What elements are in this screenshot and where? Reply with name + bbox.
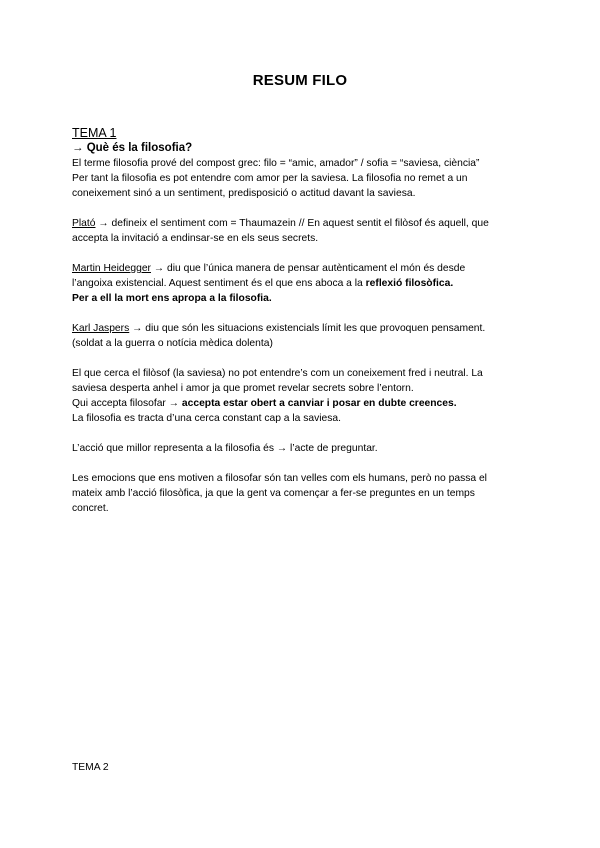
paragraph-jaspers (72, 321, 532, 351)
paragraph-wisdom (72, 366, 532, 426)
etymology-line-1: El terme filosofia prové del compost grec: filo = “amic, amador” / sofia = “saviesa, ciència” (72, 158, 480, 169)
plato-line-1: → defineix el sentiment com = Thaumazein // En aquest sentit el filòsof és aquell, que (95, 218, 489, 229)
section-heading-tema1: TEMA 1 (72, 126, 117, 140)
etymology-line-2: Per tant la filosofia es pot entendre com amor per la saviesa. La filosofia no remet a un (72, 173, 468, 184)
paragraph-emotions (72, 471, 532, 516)
question-heading: → Què és la filosofia? (72, 142, 193, 154)
wisdom-line-4: La filosofia es tracta d’una cerca constant cap a la saviesa. (72, 413, 342, 424)
etymology-line-3: coneixement sinó a un sentiment, predisposició o actitud davant la saviesa. (72, 188, 416, 199)
wisdom-line-3-bold: accepta estar obert a canviar i posar en dubte creences. (181, 398, 457, 409)
emotions-line-3: concret. (72, 503, 109, 514)
jaspers-name: Karl Jaspers (72, 323, 130, 334)
wisdom-line-3: Qui accepta filosofar → (72, 398, 182, 409)
paragraph-plato (72, 216, 532, 246)
heidegger-name: Martin Heidegger (72, 263, 151, 274)
heidegger-line-2: l’angoixa existencial. Aquest sentiment és el que ens aboca a la (72, 278, 366, 289)
wisdom-line-2: saviesa desperta anhel i amor ja que promet revelar secrets sobre l’entorn. (72, 383, 414, 394)
heidegger-line-2-bold: reflexió filosòfica. (365, 278, 454, 289)
section-heading-tema2: TEMA 2 (72, 762, 109, 773)
heidegger-line-1: → diu que l’única manera de pensar autènticament el món és desde (150, 263, 466, 274)
document-title: RESUM FILO (252, 72, 348, 89)
jaspers-line-2: (soldat a la guerra o notícia mèdica dolenta) (72, 338, 273, 349)
paragraph-heidegger (72, 261, 532, 306)
plato-name: Plató (72, 218, 96, 229)
emotions-line-2: mateix amb l’acció filosòfica, ja que la gent va començar a fer-se preguntes en un temps (72, 488, 475, 499)
paragraph-etymology (72, 156, 532, 201)
emotions-line-1: Les emocions que ens motiven a filosofar són tan velles com els humans, però no passa el (72, 473, 487, 484)
wisdom-line-1: El que cerca el filòsof (la saviesa) no pot entendre’s com un coneixement fred i neutral. La (72, 368, 483, 379)
paragraph-action: L’acció que millor representa a la filosofia és → l’acte de preguntar. (72, 443, 378, 454)
plato-line-2: accepta la invitació a endinsar-se en els seus secrets. (72, 233, 319, 244)
heidegger-line-3: Per a ell la mort ens apropa a la filosofia. (72, 293, 272, 304)
document-body (72, 126, 532, 516)
jaspers-line-1: → diu que són les situacions existencials límit les que provoquen pensament. (129, 323, 486, 334)
